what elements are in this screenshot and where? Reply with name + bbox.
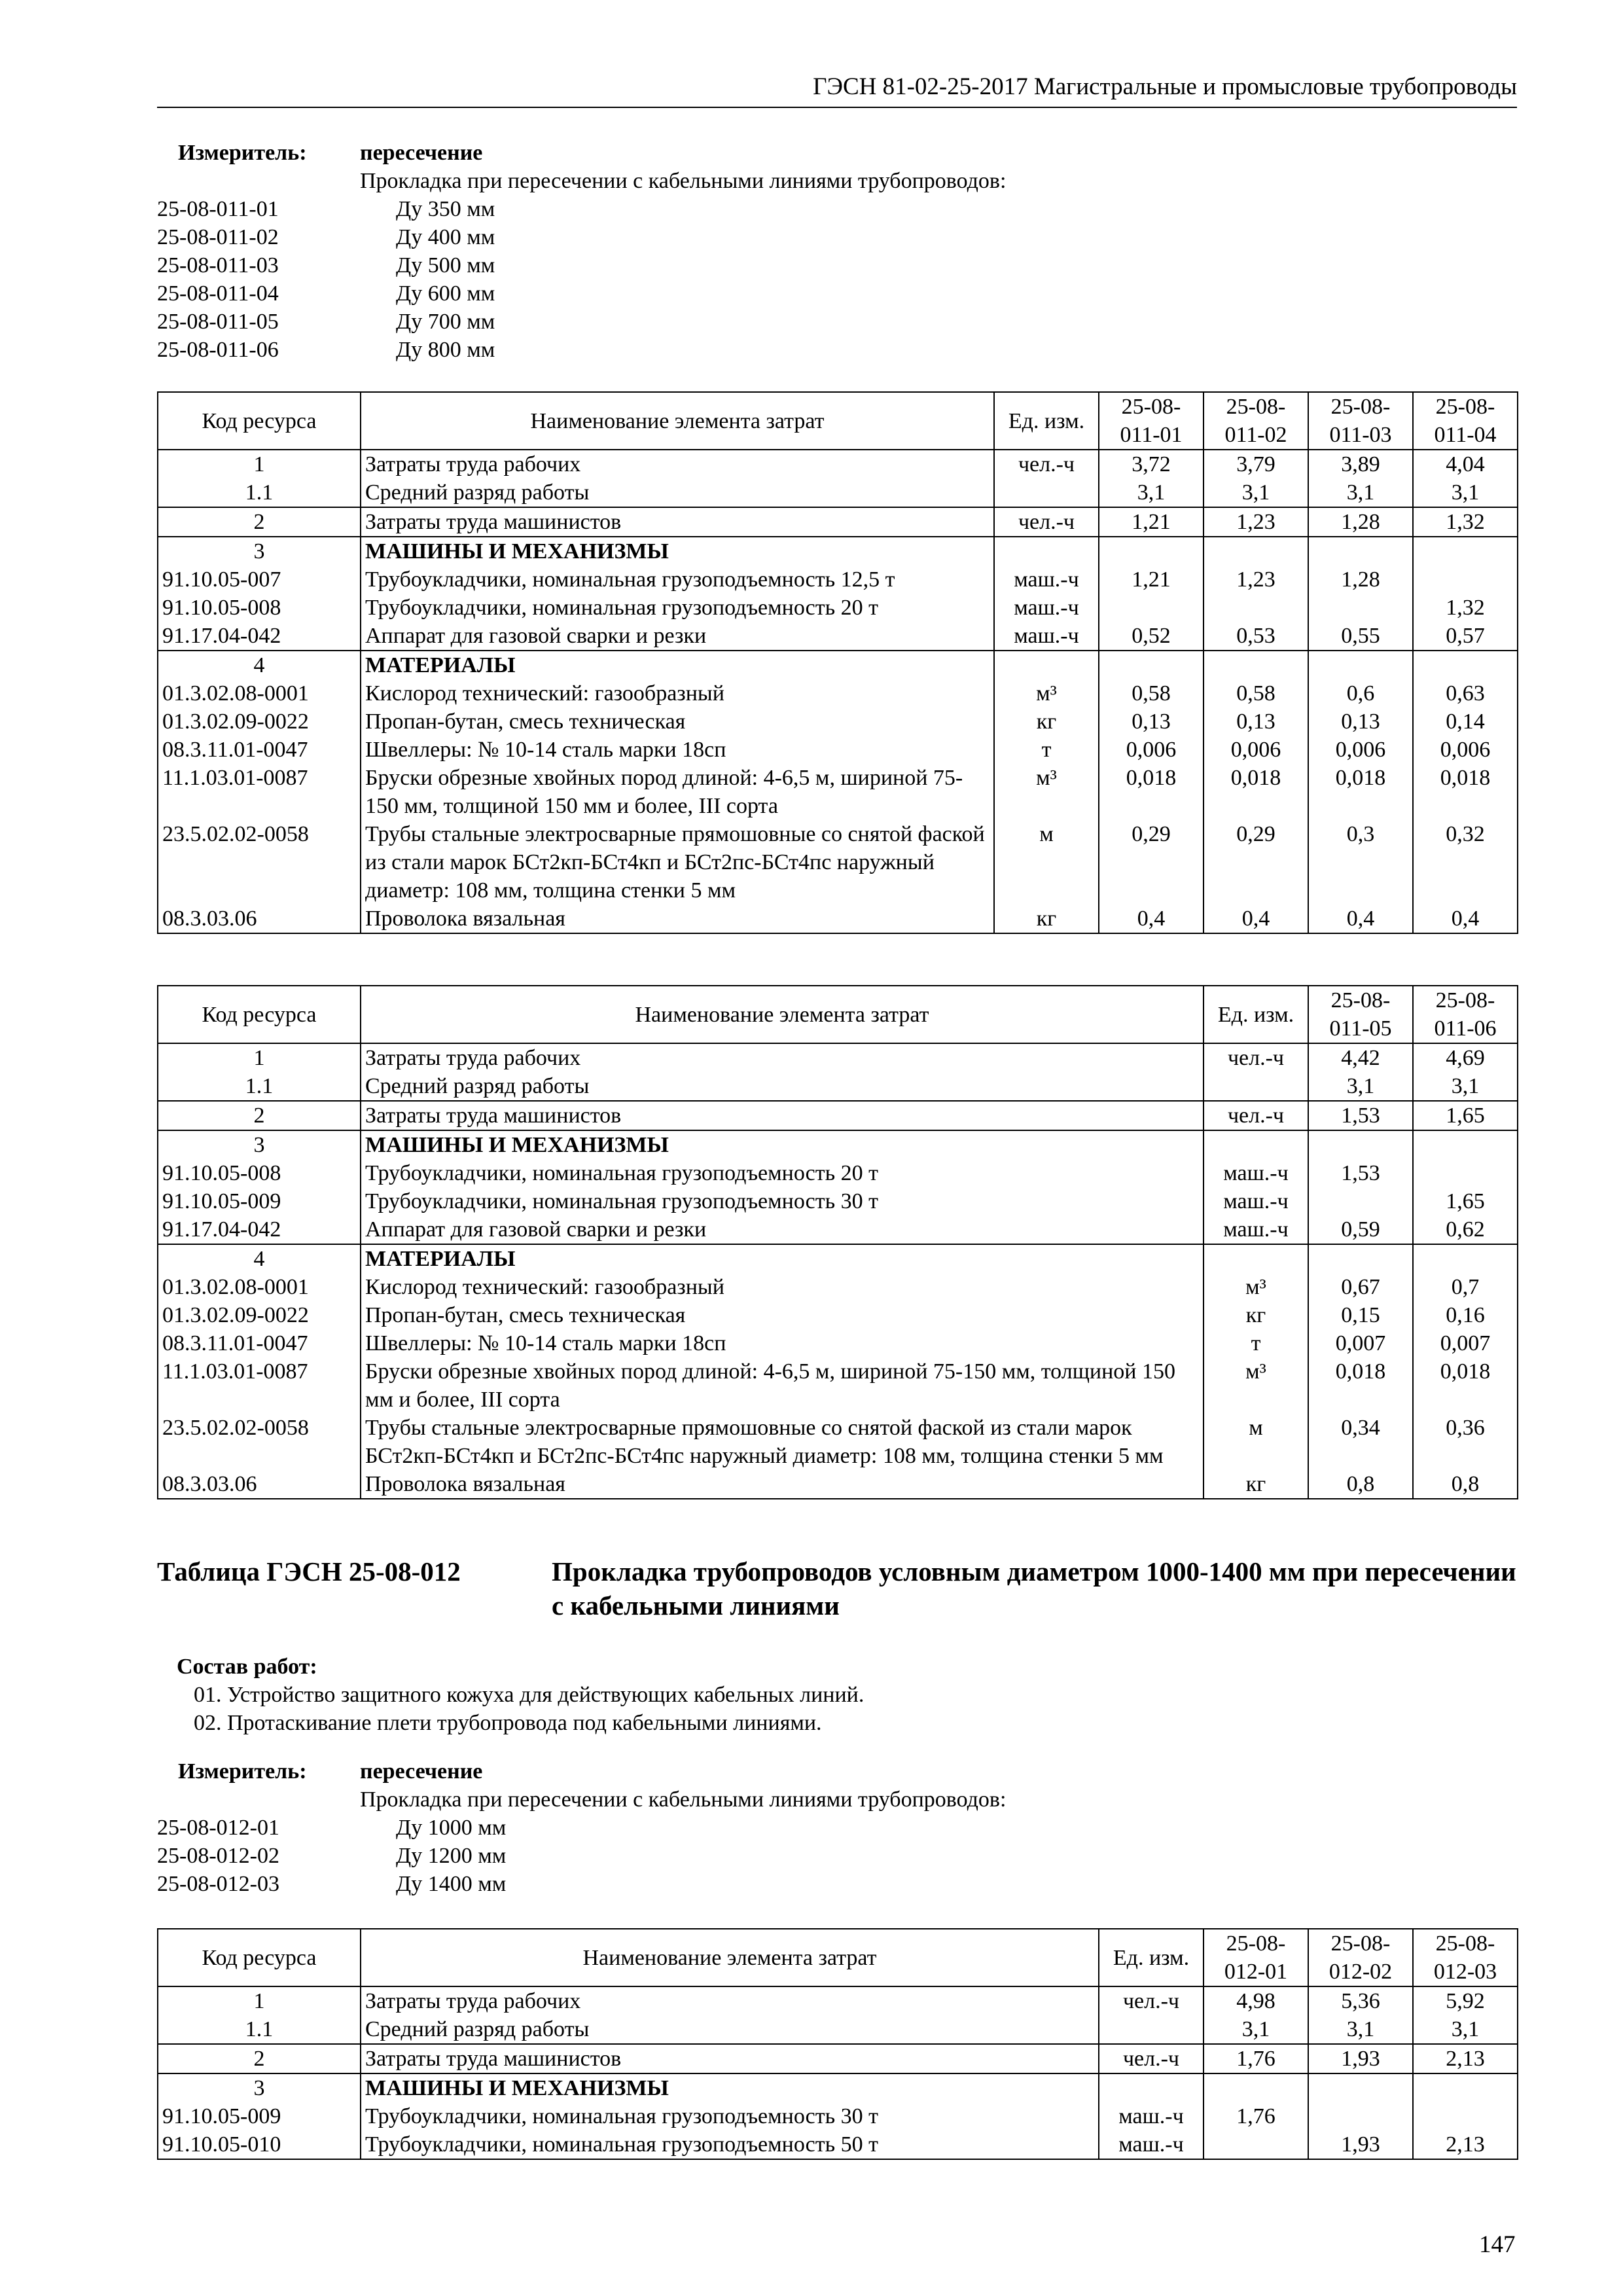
norm-value: 0,018	[1308, 1357, 1413, 1414]
unit	[1204, 1130, 1308, 1159]
unit: маш.-ч	[1204, 1159, 1308, 1187]
cost-element-name: Средний разряд работы	[361, 1072, 1204, 1101]
unit	[994, 478, 1099, 507]
norm-value: 0,4	[1099, 905, 1204, 933]
measure-code: 25-08-011-05	[157, 310, 279, 334]
cost-element-name: Трубы стальные электросварные прямошовные со снятой фаской из стали марок БСт2кп-БСт4кп и БСт2пс-БСт4пс наружный диаметр: 108 мм, толщина стенки 5 мм	[361, 1414, 1204, 1470]
cost-element-name: Трубоукладчики, номинальная грузоподъемность 20 т	[361, 1159, 1204, 1187]
norm-value: 0,7	[1413, 1273, 1518, 1301]
cost-element-name: МАШИНЫ И МЕХАНИЗМЫ	[361, 537, 994, 565]
resource-code: 1	[158, 1986, 361, 2015]
measure-code: 25-08-011-04	[157, 281, 279, 306]
cost-element-name: Затраты труда машинистов	[361, 2044, 1099, 2073]
unit: чел.-ч	[1204, 1101, 1308, 1130]
measure-item: Ду 600 мм	[396, 281, 495, 306]
resource-code: 1	[158, 1043, 361, 1072]
measure-unit: пересечение	[360, 1759, 483, 1784]
page-number: 147	[1479, 2231, 1516, 2258]
header-cell: Наименование элемента затрат	[361, 392, 994, 450]
table-row	[158, 820, 1518, 905]
cost-element-name: МАШИНЫ И МЕХАНИЗМЫ	[361, 2073, 1099, 2102]
measure-code: 25-08-012-02	[157, 1844, 279, 1868]
norm-value: 1,53	[1308, 1101, 1413, 1130]
table-row	[158, 1072, 1518, 1101]
table-row	[158, 622, 1518, 651]
unit: маш.-ч	[1204, 1215, 1308, 1244]
resource-code: 01.3.02.08-0001	[158, 679, 361, 708]
measure-code: 25-08-011-02	[157, 225, 279, 249]
cost-element-name: Трубоукладчики, номинальная грузоподъемность 30 т	[361, 1187, 1204, 1215]
resource-code: 91.10.05-009	[158, 2102, 361, 2130]
norm-value: 0,14	[1413, 708, 1518, 736]
resource-code: 23.5.02.02-0058	[158, 820, 361, 905]
norm-value: 0,67	[1308, 1273, 1413, 1301]
cost-element-name: Аппарат для газовой сварки и резки	[361, 1215, 1204, 1244]
unit: чел.-ч	[994, 450, 1099, 478]
cost-table-2	[157, 985, 1518, 1499]
norm-value: 0,4	[1308, 905, 1413, 933]
cost-element-name: Средний разряд работы	[361, 478, 994, 507]
norm-value: 0,29	[1204, 820, 1308, 905]
unit: м³	[994, 764, 1099, 820]
table-row	[158, 736, 1518, 764]
norm-value	[1099, 594, 1204, 622]
measure-code: 25-08-011-03	[157, 253, 279, 278]
norm-value: 0,006	[1308, 736, 1413, 764]
unit: маш.-ч	[1099, 2130, 1204, 2159]
norm-value: 0,6	[1308, 679, 1413, 708]
header-cell: 25-08- 011-01	[1099, 392, 1204, 450]
norm-value	[1413, 651, 1518, 679]
cost-element-name: МАШИНЫ И МЕХАНИЗМЫ	[361, 1130, 1204, 1159]
resource-code: 08.3.03.06	[158, 905, 361, 933]
resource-code: 1.1	[158, 478, 361, 507]
resource-code: 2	[158, 1101, 361, 1130]
measure-item: Ду 350 мм	[396, 197, 495, 221]
table-row	[158, 1357, 1518, 1414]
norm-value: 3,1	[1308, 1072, 1413, 1101]
cost-element-name: Кислород технический: газообразный	[361, 1273, 1204, 1301]
header-rule	[157, 107, 1517, 108]
resource-code: 91.10.05-009	[158, 1187, 361, 1215]
table-row	[158, 450, 1518, 478]
norm-value	[1204, 2073, 1308, 2102]
resource-code: 11.1.03.01-0087	[158, 1357, 361, 1414]
norm-value: 0,018	[1308, 764, 1413, 820]
table-row	[158, 537, 1518, 565]
norm-value: 1,21	[1099, 565, 1204, 594]
norm-value	[1308, 2073, 1413, 2102]
resource-code: 91.10.05-008	[158, 1159, 361, 1187]
cost-element-name: Аппарат для газовой сварки и резки	[361, 622, 994, 651]
measure-unit: пересечение	[360, 141, 483, 165]
cost-element-name: Проволока вязальная	[361, 1470, 1204, 1499]
norm-value	[1308, 1244, 1413, 1273]
resource-code: 3	[158, 2073, 361, 2102]
unit	[1099, 2015, 1204, 2044]
norm-value: 0,57	[1413, 622, 1518, 651]
table-row	[158, 478, 1518, 507]
norm-value: 1,23	[1204, 565, 1308, 594]
norm-value	[1099, 537, 1204, 565]
unit: кг	[1204, 1470, 1308, 1499]
norm-value: 1,65	[1413, 1187, 1518, 1215]
norm-value	[1099, 651, 1204, 679]
resource-code: 3	[158, 1130, 361, 1159]
norm-value: 0,55	[1308, 622, 1413, 651]
norm-value: 0,006	[1413, 736, 1518, 764]
norm-value: 1,53	[1308, 1159, 1413, 1187]
norm-value: 3,1	[1413, 1072, 1518, 1101]
composition-label: Состав работ:	[177, 1655, 317, 1679]
header-cell: 25-08- 012-02	[1308, 1929, 1413, 1986]
resource-code: 2	[158, 507, 361, 537]
norm-value: 4,42	[1308, 1043, 1413, 1072]
cost-element-name: Затраты труда рабочих	[361, 450, 994, 478]
norm-value: 0,4	[1204, 905, 1308, 933]
norm-value: 0,62	[1413, 1215, 1518, 1244]
table-row	[158, 1329, 1518, 1357]
norm-value	[1308, 1187, 1413, 1215]
resource-code: 1.1	[158, 1072, 361, 1101]
resource-code: 11.1.03.01-0087	[158, 764, 361, 820]
unit	[994, 651, 1099, 679]
resource-code: 91.17.04-042	[158, 622, 361, 651]
unit: маш.-ч	[1099, 2102, 1204, 2130]
norm-value	[1204, 651, 1308, 679]
header-cell: Код ресурса	[158, 1929, 361, 1986]
norm-value: 0,006	[1204, 736, 1308, 764]
unit: т	[1204, 1329, 1308, 1357]
norm-value: 4,69	[1413, 1043, 1518, 1072]
norm-value: 0,018	[1204, 764, 1308, 820]
norm-value: 1,32	[1413, 507, 1518, 537]
norm-value: 1,93	[1308, 2044, 1413, 2073]
table-label: Таблица ГЭСН 25-08-012	[157, 1556, 461, 1587]
norm-value: 3,89	[1308, 450, 1413, 478]
norm-value	[1413, 1244, 1518, 1273]
resource-code: 2	[158, 2044, 361, 2073]
table-row	[158, 708, 1518, 736]
norm-value: 0,29	[1099, 820, 1204, 905]
measure-label: Измеритель:	[178, 1759, 307, 1784]
running-header: ГЭСН 81-02-25-2017 Магистральные и промысловые трубопроводы	[813, 73, 1517, 100]
unit: чел.-ч	[994, 507, 1099, 537]
norm-value: 5,36	[1308, 1986, 1413, 2015]
resource-code: 01.3.02.08-0001	[158, 1273, 361, 1301]
unit: м³	[1204, 1357, 1308, 1414]
norm-value: 4,04	[1413, 450, 1518, 478]
table-row	[158, 1414, 1518, 1470]
table-row	[158, 1244, 1518, 1273]
norm-value: 3,1	[1308, 2015, 1413, 2044]
measure-item: Ду 700 мм	[396, 310, 495, 334]
table-row	[158, 651, 1518, 679]
unit: кг	[994, 708, 1099, 736]
cost-element-name: Швеллеры: № 10-14 сталь марки 18сп	[361, 1329, 1204, 1357]
norm-value: 0,36	[1413, 1414, 1518, 1470]
composition-block	[177, 1653, 1486, 1737]
norm-value: 3,1	[1099, 478, 1204, 507]
cost-element-name: Трубоукладчики, номинальная грузоподъемность 50 т	[361, 2130, 1099, 2159]
norm-value: 0,13	[1308, 708, 1413, 736]
unit: м	[994, 820, 1099, 905]
header-cell: 25-08- 012-01	[1204, 1929, 1308, 1986]
unit: м³	[1204, 1273, 1308, 1301]
norm-value	[1413, 2073, 1518, 2102]
table-row	[158, 1215, 1518, 1244]
cost-element-name: Затраты труда рабочих	[361, 1043, 1204, 1072]
cost-element-name: Затраты труда машинистов	[361, 1101, 1204, 1130]
norm-value: 0,006	[1099, 736, 1204, 764]
cost-element-name: Трубы стальные электросварные прямошовные со снятой фаской из стали марок БСт2кп-БСт4кп и БСт2пс-БСт4пс наружный диаметр: 108 мм, толщина стенки 5 мм	[361, 820, 994, 905]
unit: маш.-ч	[994, 594, 1099, 622]
header-cell: 25-08- 011-06	[1413, 986, 1518, 1043]
norm-value	[1308, 537, 1413, 565]
norm-value	[1204, 537, 1308, 565]
header-cell: Код ресурса	[158, 986, 361, 1043]
header-cell: Наименование элемента затрат	[361, 986, 1204, 1043]
unit	[994, 537, 1099, 565]
norm-value: 1,93	[1308, 2130, 1413, 2159]
cost-element-name: Затраты труда рабочих	[361, 1986, 1099, 2015]
norm-value: 2,13	[1413, 2044, 1518, 2073]
norm-value: 0,13	[1099, 708, 1204, 736]
table-row	[158, 565, 1518, 594]
table-row	[158, 1273, 1518, 1301]
measure-block-1	[157, 139, 1270, 364]
resource-code: 91.17.04-042	[158, 1215, 361, 1244]
measure-description: Прокладка при пересечении с кабельными линиями трубопроводов:	[360, 169, 1007, 193]
resource-code: 4	[158, 1244, 361, 1273]
norm-value: 0,59	[1308, 1215, 1413, 1244]
cost-element-name: Трубоукладчики, номинальная грузоподъемность 20 т	[361, 594, 994, 622]
table-row	[158, 1101, 1518, 1130]
norm-value: 0,3	[1308, 820, 1413, 905]
cost-table-1	[157, 391, 1518, 934]
composition-item: 02. Протаскивание плети трубопровода под кабельными линиями.	[194, 1711, 822, 1735]
table-row	[158, 1187, 1518, 1215]
norm-value	[1413, 1159, 1518, 1187]
resource-code: 08.3.11.01-0047	[158, 1329, 361, 1357]
norm-value: 0,52	[1099, 622, 1204, 651]
norm-value: 3,72	[1099, 450, 1204, 478]
table-row	[158, 905, 1518, 933]
norm-value	[1308, 2102, 1413, 2130]
measure-item: Ду 500 мм	[396, 253, 495, 278]
table-row	[158, 2073, 1518, 2102]
cost-element-name: Бруски обрезные хвойных пород длиной: 4-6,5 м, шириной 75-150 мм, толщиной 150 мм и более, III сорта	[361, 764, 994, 820]
header-cell: 25-08- 011-02	[1204, 392, 1308, 450]
unit: м	[1204, 1414, 1308, 1470]
table-title: Прокладка трубопроводов условным диаметром 1000-1400 мм при пересечении с кабельными линиями	[552, 1556, 1516, 1621]
norm-value: 1,76	[1204, 2102, 1308, 2130]
norm-value: 0,007	[1413, 1329, 1518, 1357]
table-row	[158, 2015, 1518, 2044]
norm-value: 1,23	[1204, 507, 1308, 537]
table-row	[158, 1470, 1518, 1499]
norm-value: 4,98	[1204, 1986, 1308, 2015]
cost-element-name: Швеллеры: № 10-14 сталь марки 18сп	[361, 736, 994, 764]
norm-value: 0,8	[1308, 1470, 1413, 1499]
norm-value: 0,007	[1308, 1329, 1413, 1357]
header-cell: Ед. изм.	[994, 392, 1099, 450]
unit: маш.-ч	[994, 622, 1099, 651]
norm-value	[1204, 594, 1308, 622]
header-cell: 25-08- 012-03	[1413, 1929, 1518, 1986]
norm-value: 3,1	[1204, 478, 1308, 507]
measure-label: Измеритель:	[178, 141, 307, 165]
norm-value: 0,15	[1308, 1301, 1413, 1329]
header-cell: 25-08- 011-03	[1308, 392, 1413, 450]
norm-value: 2,13	[1413, 2130, 1518, 2159]
norm-value: 1,32	[1413, 594, 1518, 622]
cost-element-name: Трубоукладчики, номинальная грузоподъемность 12,5 т	[361, 565, 994, 594]
norm-value: 0,58	[1204, 679, 1308, 708]
norm-value: 0,32	[1413, 820, 1518, 905]
norm-value	[1413, 1130, 1518, 1159]
measure-item: Ду 800 мм	[396, 338, 495, 362]
resource-code: 4	[158, 651, 361, 679]
header-cell: 25-08- 011-05	[1308, 986, 1413, 1043]
cost-element-name: Затраты труда машинистов	[361, 507, 994, 537]
unit: чел.-ч	[1099, 2044, 1204, 2073]
cost-table-3	[157, 1928, 1518, 2160]
measure-code: 25-08-011-06	[157, 338, 279, 362]
norm-value: 3,1	[1413, 478, 1518, 507]
table-row	[158, 1159, 1518, 1187]
measure-code: 25-08-011-01	[157, 197, 279, 221]
measure-block-2	[157, 1757, 1270, 1898]
table-row	[158, 679, 1518, 708]
cost-element-name: Пропан-бутан, смесь техническая	[361, 1301, 1204, 1329]
header-cell: Код ресурса	[158, 392, 361, 450]
measure-code: 25-08-012-03	[157, 1872, 279, 1896]
norm-value: 0,63	[1413, 679, 1518, 708]
cost-element-name: Бруски обрезные хвойных пород длиной: 4-6,5 м, шириной 75-150 мм, толщиной 150 мм и более, III сорта	[361, 1357, 1204, 1414]
resource-code: 08.3.11.01-0047	[158, 736, 361, 764]
norm-value: 0,018	[1413, 764, 1518, 820]
norm-value: 0,13	[1204, 708, 1308, 736]
resource-code: 1	[158, 450, 361, 478]
unit: чел.-ч	[1099, 1986, 1204, 2015]
table-row	[158, 1043, 1518, 1072]
header-cell: 25-08- 011-04	[1413, 392, 1518, 450]
norm-value: 1,21	[1099, 507, 1204, 537]
norm-value	[1308, 651, 1413, 679]
unit: кг	[994, 905, 1099, 933]
measure-item: Ду 1200 мм	[396, 1844, 507, 1868]
norm-value	[1204, 2130, 1308, 2159]
cost-element-name: МАТЕРИАЛЫ	[361, 1244, 1204, 1273]
measure-item: Ду 1000 мм	[396, 1816, 507, 1840]
header-cell: Ед. изм.	[1204, 986, 1308, 1043]
norm-value	[1413, 565, 1518, 594]
resource-code: 91.10.05-008	[158, 594, 361, 622]
resource-code: 91.10.05-010	[158, 2130, 361, 2159]
table-row	[158, 1130, 1518, 1159]
cost-element-name: Средний разряд работы	[361, 2015, 1099, 2044]
norm-value: 5,92	[1413, 1986, 1518, 2015]
cost-element-name: МАТЕРИАЛЫ	[361, 651, 994, 679]
resource-code: 23.5.02.02-0058	[158, 1414, 361, 1470]
norm-value: 3,1	[1204, 2015, 1308, 2044]
norm-value: 1,65	[1413, 1101, 1518, 1130]
resource-code: 01.3.02.09-0022	[158, 1301, 361, 1329]
header-cell: Ед. изм.	[1099, 1929, 1204, 1986]
unit: кг	[1204, 1301, 1308, 1329]
unit	[1099, 2073, 1204, 2102]
measure-item: Ду 400 мм	[396, 225, 495, 249]
norm-value: 0,4	[1413, 905, 1518, 933]
norm-value: 0,34	[1308, 1414, 1413, 1470]
table-row	[158, 2102, 1518, 2130]
unit: т	[994, 736, 1099, 764]
resource-code: 01.3.02.09-0022	[158, 708, 361, 736]
norm-value	[1413, 537, 1518, 565]
norm-value: 0,53	[1204, 622, 1308, 651]
header-cell: Наименование элемента затрат	[361, 1929, 1099, 1986]
table-row	[158, 507, 1518, 537]
table-row	[158, 2130, 1518, 2159]
norm-value	[1308, 594, 1413, 622]
unit: чел.-ч	[1204, 1043, 1308, 1072]
norm-value: 0,018	[1413, 1357, 1518, 1414]
resource-code: 08.3.03.06	[158, 1470, 361, 1499]
norm-value	[1413, 2102, 1518, 2130]
unit: маш.-ч	[1204, 1187, 1308, 1215]
table-row	[158, 594, 1518, 622]
norm-value: 1,28	[1308, 507, 1413, 537]
measure-code: 25-08-012-01	[157, 1816, 279, 1840]
norm-value: 0,018	[1099, 764, 1204, 820]
cost-element-name: Трубоукладчики, номинальная грузоподъемность 30 т	[361, 2102, 1099, 2130]
norm-value: 1,28	[1308, 565, 1413, 594]
norm-value: 0,58	[1099, 679, 1204, 708]
norm-value: 0,8	[1413, 1470, 1518, 1499]
cost-element-name: Кислород технический: газообразный	[361, 679, 994, 708]
resource-code: 1.1	[158, 2015, 361, 2044]
cost-element-name: Проволока вязальная	[361, 905, 994, 933]
unit: маш.-ч	[994, 565, 1099, 594]
table-row	[158, 1986, 1518, 2015]
cost-element-name: Пропан-бутан, смесь техническая	[361, 708, 994, 736]
composition-item: 01. Устройство защитного кожуха для действующих кабельных линий.	[194, 1683, 865, 1707]
norm-value	[1308, 1130, 1413, 1159]
unit	[1204, 1244, 1308, 1273]
resource-code: 3	[158, 537, 361, 565]
table-row	[158, 2044, 1518, 2073]
measure-item: Ду 1400 мм	[396, 1872, 507, 1896]
norm-value: 3,79	[1204, 450, 1308, 478]
unit	[1204, 1072, 1308, 1101]
measure-description: Прокладка при пересечении с кабельными линиями трубопроводов:	[360, 1787, 1007, 1812]
norm-value: 3,1	[1413, 2015, 1518, 2044]
norm-value: 3,1	[1308, 478, 1413, 507]
resource-code: 91.10.05-007	[158, 565, 361, 594]
norm-value: 1,76	[1204, 2044, 1308, 2073]
norm-value: 0,16	[1413, 1301, 1518, 1329]
table-row	[158, 1301, 1518, 1329]
unit: м³	[994, 679, 1099, 708]
table-row	[158, 764, 1518, 820]
